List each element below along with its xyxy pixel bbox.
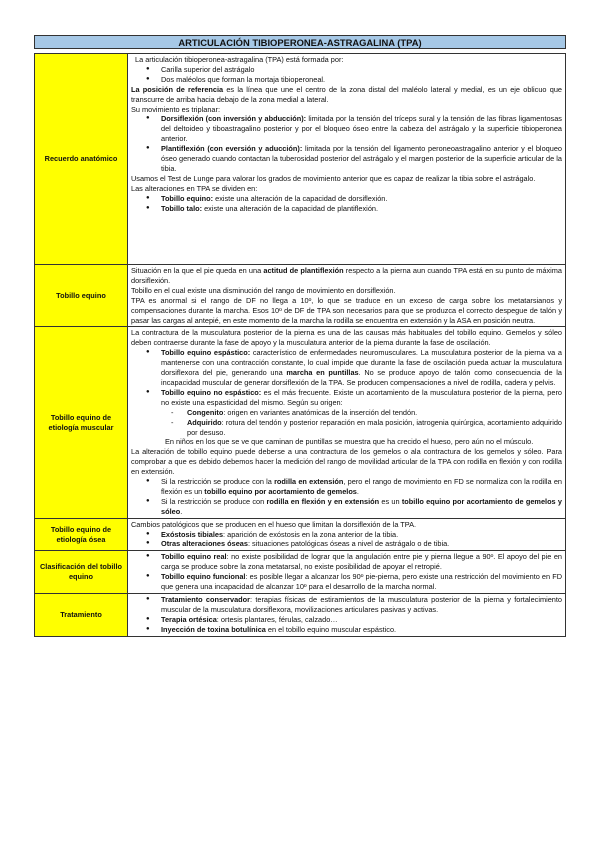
dash-list — [161, 408, 562, 438]
bullet-list — [131, 194, 562, 214]
list-item: - Adquirido: rotura del tendón y posterior reparación en mala posición, iatrogenia quirúrgica, acortamiento adquirido por desuso. — [187, 418, 562, 438]
content-table — [34, 53, 566, 637]
bullet-list — [131, 477, 562, 517]
list-item: ● Carilla superior del astrágalo — [161, 65, 562, 75]
row-content-etiologia-osea — [128, 518, 566, 551]
paragraph: Las alteraciones en TPA se dividen en: — [131, 183, 258, 193]
bullet-list — [131, 65, 562, 85]
row-label-clasificacion: Clasificación del tobillo equino — [35, 551, 128, 594]
list-item: ● Si la restricción se produce con la rodilla en extensión, pero el rango de movimiento en FD se normaliza con la rodilla en flexión es un tobillo equino por acortamiento de gemelos. — [161, 477, 562, 497]
bullet-list — [131, 530, 562, 550]
list-item: ● Tobillo equino no espástico: es el más frecuente. Existe un acortamiento de la musculatura posterior de la pierna, pero no existe una espasticidad del mismo. Según su origen: - Congenito: origen en variantes anatómicas de la inserción del tendón. - Adquirido: rotura del tendón y posterior reparación en mala posición, iatrogenia quirúrgica, acortamiento adquirido por desuso. En niños en los que se ve que caminan de puntillas se muestra que ha crecido el hueso, pero aún no el músculo. — [161, 388, 562, 447]
row-content-recuerdo — [128, 54, 566, 265]
list-item: ● Inyección de toxina botulínica en el tobillo equino muscular espástico. — [161, 625, 562, 635]
paragraph: Situación en la que el pie queda en una actitud de plantiflexión respecto a la pierna aun cuando TPA está en su punto de máxima dorsiflexión. — [131, 266, 562, 285]
bullet-list — [131, 595, 562, 635]
paragraph: TPA es anormal si el rango de DF no llega a 10º, lo que se traduce en un exceso de carga sobre los metatarsianos y compensaciones durante la marcha. Esos 10º de DF de TPA son necesarios para que se produzca el correcto despegue de talón y pasar las cargas al antepié, en este momento de la marcha la rodilla se encuentra en extensión y la ASA en posición neutra. — [131, 295, 562, 325]
list-item: ● Tobillo equino: existe una alteración de la capacidad de dorsiflexión. — [161, 194, 562, 204]
list-item: ● Dorsiflexión (con inversión y abducción): limitada por la tensión del tríceps sural y la tensión de las fibras ligamentosas del deltoideo y tiboastragalino posterior y por el bloqueo óseo entre la cabeza del astrágalo y la superficie tibioperonea anterior. — [161, 114, 562, 144]
paragraph: La posición de referencia es la línea que une el centro de la zona distal del maléolo lateral y medial, es un eje oblicuo que transcurre de arriba hacia debajo de la zona medial a lateral. — [131, 84, 562, 104]
paragraph: Tobillo en el cual existe una disminución del rango de movimiento en dorsiflexión. — [131, 285, 396, 295]
paragraph: La alteración de tobillo equino puede deberse a una contractura de los gemelos o ala contractura de los gemelos y sóleo. Para comprobar a que es debido debemos hacer la medición del rango de movilidad articular de la TPA con rodilla en flexión y con rodilla en extensión. — [131, 447, 562, 477]
list-item: ● Tobillo equino real: no existe posibilidad de lograr que la angulación entre pie y pierna llegue a 90º. El apoyo del pie en carga se produce sobre la zona metatarsal, no existe posibilidad de apoyar el retropié. — [161, 552, 562, 572]
list-item: ● Tratamiento conservador: terapias físicas de estiramientos de la musculatura posterior de la pierna y fortalecimiento muscular de la musculatura dorsiflexora, movilizaciones articulares pasivas y activas. — [161, 595, 562, 615]
list-item: ● Dos maléolos que forman la mortaja tibioperoneal. — [161, 75, 562, 85]
row-label-equino: Tobillo equino — [35, 265, 128, 327]
list-item: ● Otras alteraciones óseas: situaciones patológicas óseas a nivel de astrágalo o de tibia. — [161, 539, 562, 549]
table-row — [35, 327, 566, 518]
paragraph: Su movimiento es triplanar: — [131, 104, 220, 114]
list-item: ● Plantiflexión (con eversión y aducción): limitada por la tensión del ligamento peroneoastragalino anterior y el bloqueo óseo generado cuando contactan la tuberosidad posterior del astrágalo y el margen posterior de la superficie articular de la tibia. — [161, 144, 562, 174]
bullet-list — [131, 348, 562, 447]
row-content-clasificacion — [128, 551, 566, 594]
paragraph: La contractura de la musculatura posterior de la pierna es una de las causas más habituales del tobillo equino. Gemelos y sóleo deben contraerse durante la fase de apoyo y la musculatura anterior de la piema durante la fase de oscilación. — [131, 328, 562, 348]
paragraph: La articulación tibioperonea-astragalina (TPA) está formada por: — [135, 55, 344, 64]
table-row — [35, 54, 566, 265]
row-label-etiologia-osea: Tobillo equino de etiología ósea — [35, 518, 128, 551]
row-label-etiologia-muscular: Tobillo equino de etiología muscular — [35, 327, 128, 518]
row-label-recuerdo: Recuerdo anatómico — [35, 54, 128, 265]
table-row — [35, 265, 566, 327]
table-row — [35, 551, 566, 594]
paragraph: En niños en los que se ve que caminan de puntillas se muestra que ha crecido el hueso, pero aún no el músculo. — [165, 437, 534, 447]
row-label-tratamiento: Tratamiento — [35, 594, 128, 637]
table-row — [35, 594, 566, 637]
row-content-etiologia-muscular — [128, 327, 566, 518]
page-title: ARTICULACIÓN TIBIOPERONEA-ASTRAGALINA (TPA) — [34, 35, 566, 49]
table-row — [35, 518, 566, 551]
bullet-list — [131, 114, 562, 173]
paragraph: Cambios patológicos que se producen en el hueso que limitan la dorsiflexión de la TPA. — [131, 519, 417, 529]
list-item: ● Tobillo equino funcional: es posible llegar a alcanzar los 90º pie-pierna, pero existe una restricción del movimiento en FD que genera una incapacidad de alcanzar 10º para el desarrollo de la marcha normal. — [161, 572, 562, 592]
list-item: ● Exóstosis tibiales: aparición de exóstosis en la zona anterior de la tibia. — [161, 530, 562, 540]
row-content-equino — [128, 265, 566, 327]
bullet-list — [131, 552, 562, 592]
list-item: ● Tobillo equino espástico: característico de enfermedades neuromusculares. La musculatura posterior de la pierna va a mantenerse con una contracción constante, lo cual impide que durante la fase de oscilación pueda actuar la musculatura dorsiflexora del pie, generando una marcha en puntillas. No se produce apoyo de talón como consecuencia de la incapacidad muscular de generar dorsiflexión de la TPA. Se producen compensaciones a nivel de rodilla, cadera y pelvis. — [161, 348, 562, 388]
row-content-tratamiento — [128, 594, 566, 637]
list-item: ● Tobillo talo: existe una alteración de la capacidad de plantiflexión. — [161, 204, 562, 214]
list-item: - Congenito: origen en variantes anatómicas de la inserción del tendón. — [187, 408, 562, 418]
paragraph: Usamos el Test de Lunge para valorar los grados de movimiento anterior que es capaz de realizar la tibia sobre el astrágalo. — [131, 173, 536, 183]
list-item: ● Terapia ortésica: ortesis plantares, férulas, calzado… — [161, 615, 562, 625]
list-item: ● Si la restricción se produce con rodilla en flexión y en extensión es un tobillo equino por acortamiento de gemelos y sóleo. — [161, 497, 562, 517]
